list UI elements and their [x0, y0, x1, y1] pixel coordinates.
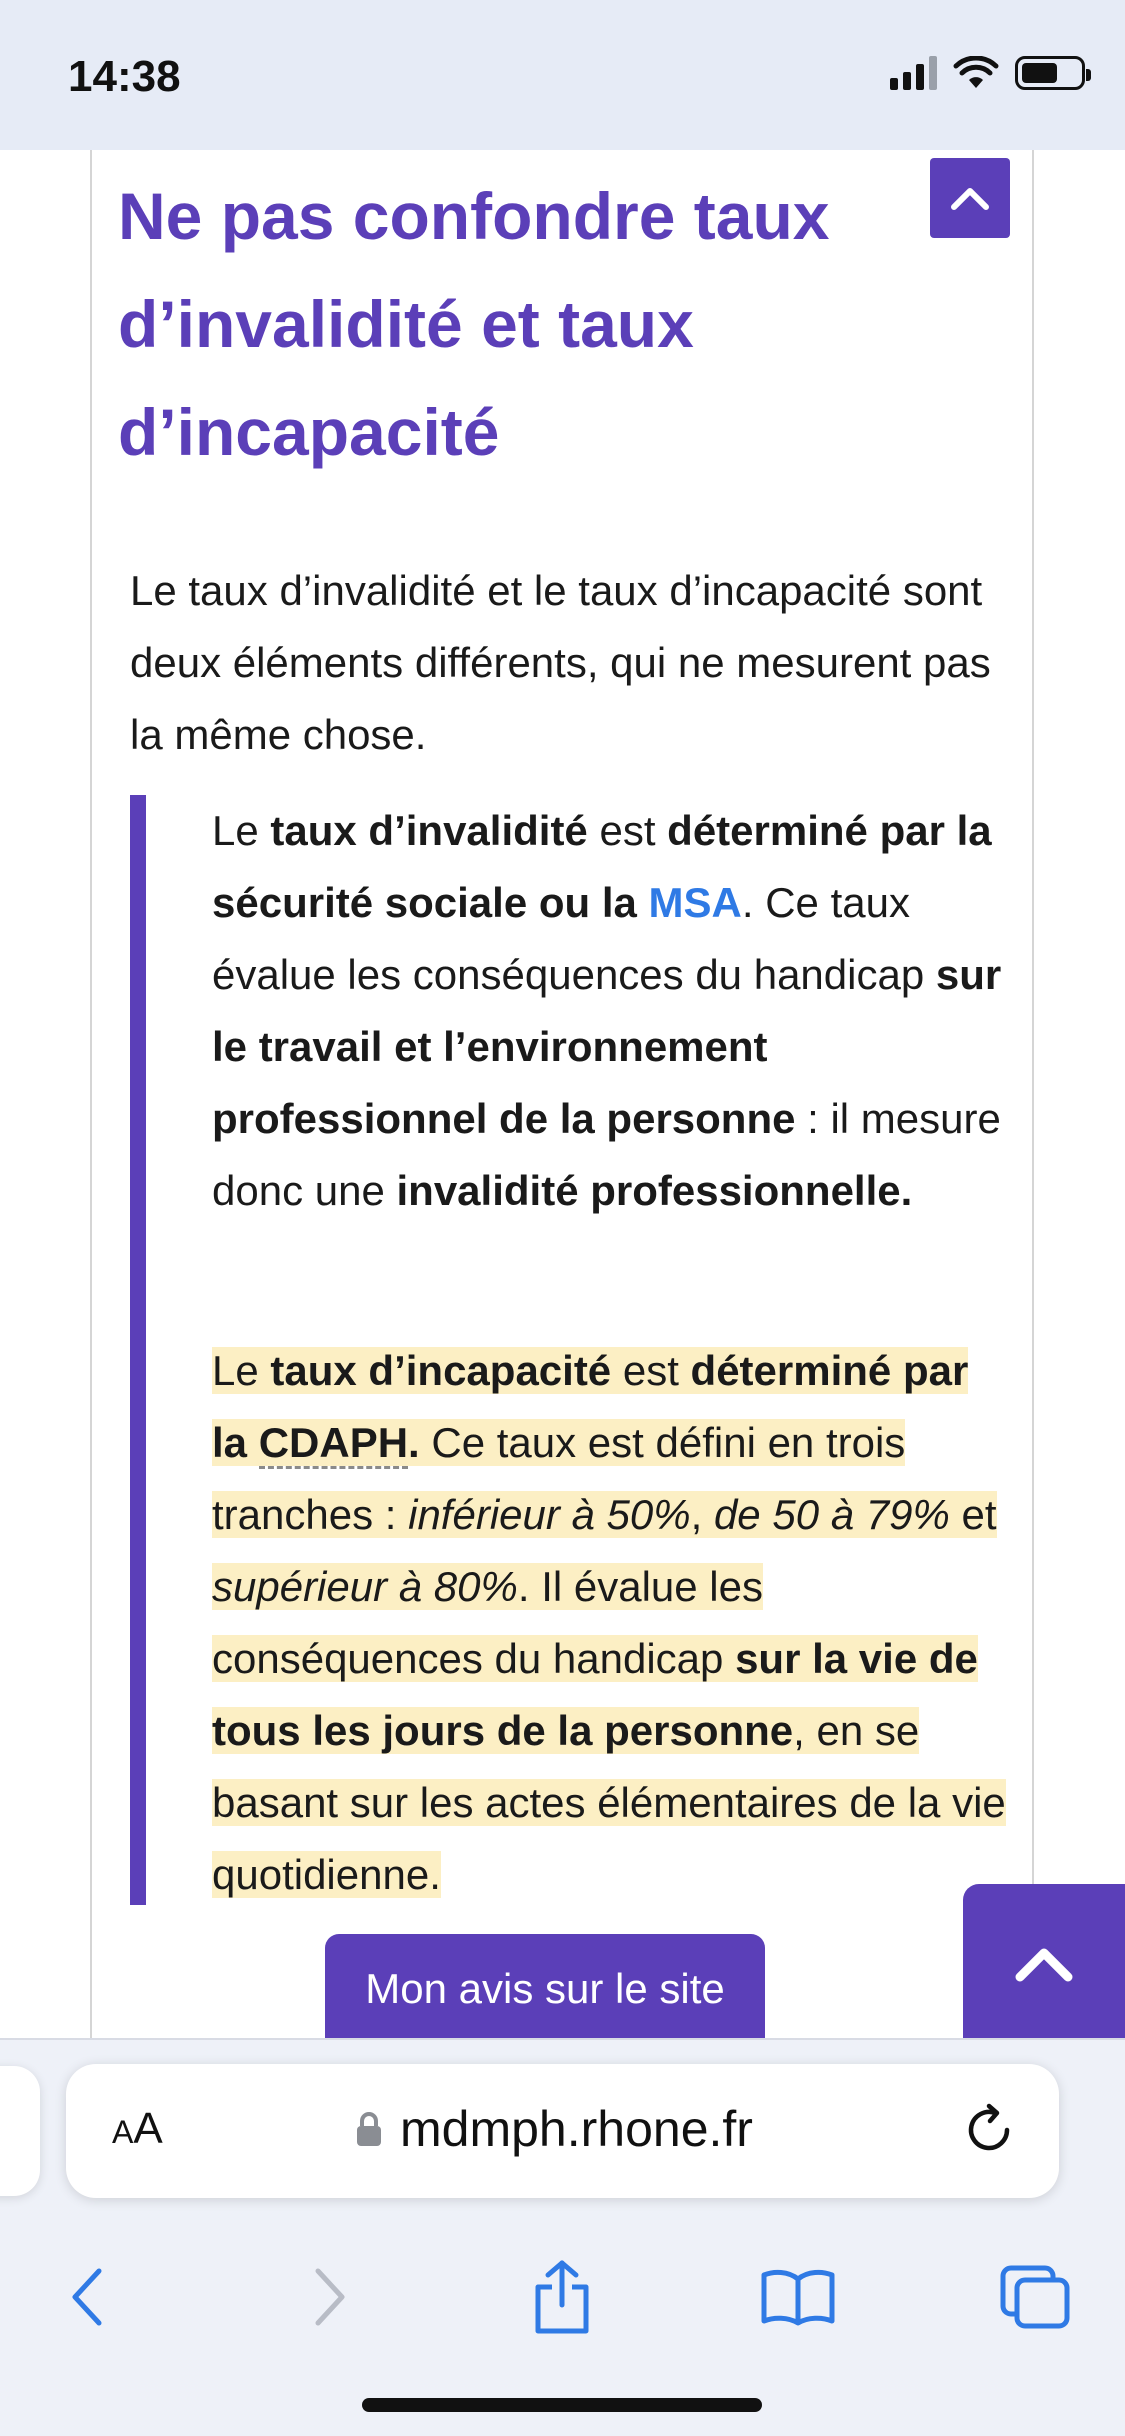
home-indicator[interactable] — [362, 2398, 762, 2412]
reader-options-button[interactable]: A A — [112, 2104, 163, 2153]
tabs-button[interactable] — [990, 2252, 1080, 2342]
forward-button[interactable] — [285, 2252, 375, 2342]
page-content — [0, 150, 1125, 2038]
bottom-toolbar — [0, 2252, 1125, 2362]
collapse-section-button[interactable] — [930, 158, 1010, 238]
status-icons — [890, 56, 1085, 90]
lock-icon — [356, 2111, 382, 2147]
incapacite-paragraph: Le taux d’incapacité est déterminé par la CDAPH. Ce taux est défini en trois tranches : inférieur à 50%, de 50 à 79% et supérieur à 80%. Il évalue les conséquences du handicap sur la vie de tous les jours de la personne, en se basant sur les actes élémentaires de la vie quotidienne. — [212, 1347, 1006, 1898]
address-bar[interactable] — [66, 2064, 1059, 2198]
url-display[interactable] — [356, 2100, 753, 2158]
reload-icon[interactable] — [959, 2100, 1019, 2160]
chevron-up-icon — [948, 183, 992, 213]
chevron-left-icon — [67, 2265, 107, 2329]
chevron-up-icon — [1012, 1943, 1076, 1985]
previous-tab-preview[interactable] — [0, 2066, 40, 2196]
browser-toolbar — [0, 2038, 1125, 2436]
share-icon — [530, 2259, 594, 2335]
back-button[interactable] — [42, 2252, 132, 2342]
feedback-button[interactable]: Mon avis sur le site — [325, 1934, 765, 2038]
status-bar — [0, 0, 1125, 150]
share-button[interactable] — [517, 2252, 607, 2342]
invalidite-paragraph: Le taux d’invalidité est déterminé par la sécurité sociale ou la MSA. Ce taux évalue les conséquences du handicap sur le travail et l’environnement professionnel de la personne : il mesure donc une invalidité professionnelle. — [212, 807, 1002, 1214]
chevron-right-icon — [310, 2265, 350, 2329]
status-time: 14:38 — [68, 52, 181, 101]
battery-icon — [1015, 56, 1085, 90]
section-title: Ne pas confondre taux d’invalidité et taux d’incapacité — [118, 179, 830, 469]
tabs-icon — [999, 2264, 1071, 2330]
msa-link[interactable]: MSA — [648, 879, 742, 926]
cellular-signal-icon — [890, 56, 937, 90]
intro-paragraph: Le taux d’invalidité et le taux d’incapacité sont deux éléments différents, qui ne mesurent pas la même chose. — [130, 567, 991, 758]
book-icon — [760, 2267, 836, 2327]
bookmarks-button[interactable] — [753, 2252, 843, 2342]
cdaph-abbreviation[interactable]: CDAPH — [259, 1419, 408, 1469]
scroll-to-top-button[interactable] — [963, 1884, 1125, 2038]
quote-block — [130, 795, 1006, 1905]
url-text: mdmph.rhone.fr — [400, 2101, 753, 2157]
wifi-icon — [953, 56, 999, 90]
